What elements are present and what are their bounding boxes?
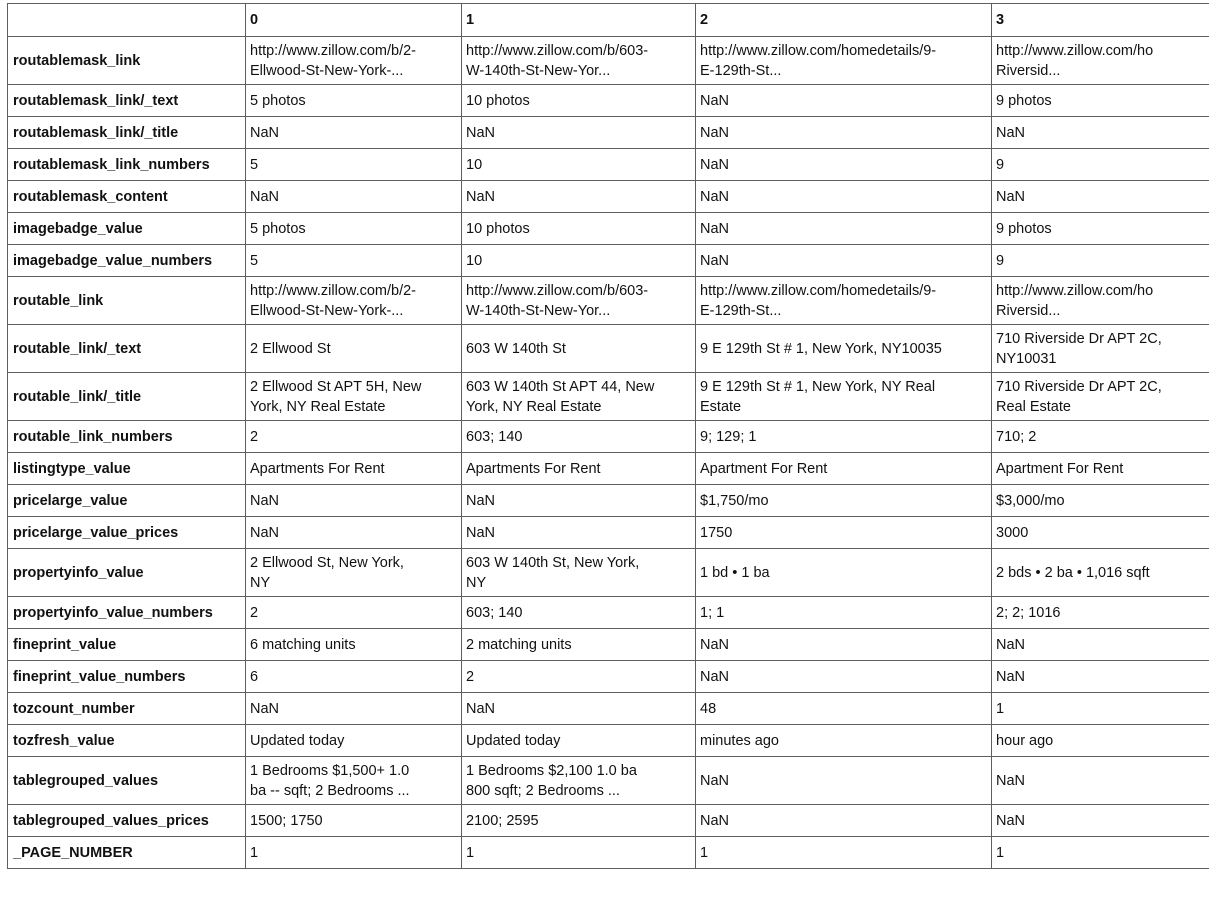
table-cell: 5 photos [246, 213, 462, 245]
table-cell: hour ago [992, 725, 1209, 757]
row-label: listingtype_value [8, 453, 246, 485]
cell-line: http://www.zillow.com/homedetails/9- [700, 282, 937, 299]
cell-line: 2 bds • 2 ba • 1,016 sqft [996, 564, 1150, 581]
table-cell: 603; 140 [462, 421, 696, 453]
table-cell: NaN [696, 149, 992, 181]
table-cell: 5 [246, 149, 462, 181]
table-cell [992, 549, 1209, 597]
table-cell [992, 277, 1209, 325]
cell-line: 9 E 129th St # 1, New York, NY Real [700, 378, 936, 395]
column-header: 0 [246, 4, 462, 37]
table-row [8, 373, 1209, 421]
table-cell: 3000 [992, 517, 1209, 549]
table-cell [246, 549, 462, 597]
table-cell [696, 373, 992, 421]
cell-line: NaN [700, 772, 730, 789]
table-cell [462, 277, 696, 325]
table-row [8, 597, 1209, 629]
cell-line: 2 Ellwood St, New York, [250, 554, 404, 571]
table-cell: 1500; 1750 [246, 805, 462, 837]
table-cell: NaN [696, 181, 992, 213]
table-row [8, 757, 1209, 805]
table-cell [992, 37, 1209, 85]
row-label: tablegrouped_values [8, 757, 246, 805]
column-header: 1 [462, 4, 696, 37]
cell-line: Real Estate [996, 398, 1071, 415]
cell-line: http://www.zillow.com/homedetails/9- [700, 42, 937, 59]
table-cell [696, 757, 992, 805]
table-cell: NaN [992, 805, 1209, 837]
table-row [8, 277, 1209, 325]
corner-cell [8, 4, 246, 37]
cell-line: E-129th-St... [700, 62, 782, 79]
table-cell: $3,000/mo [992, 485, 1209, 517]
table-cell: NaN [462, 485, 696, 517]
table-cell: Updated today [246, 725, 462, 757]
table-cell: NaN [696, 117, 992, 149]
table-row [8, 245, 1209, 277]
table-cell: NaN [992, 661, 1209, 693]
cell-line: 1 Bedrooms $2,100 1.0 ba [466, 762, 637, 779]
table-cell: 5 photos [246, 85, 462, 117]
row-label: tozfresh_value [8, 725, 246, 757]
table-cell: 1 [696, 837, 992, 869]
table-body [8, 37, 1209, 869]
cell-line: http://www.zillow.com/b/603- [466, 42, 649, 59]
table-cell: Updated today [462, 725, 696, 757]
table-cell: 10 [462, 149, 696, 181]
table-row [8, 629, 1209, 661]
cell-line: http://www.zillow.com/ho [996, 282, 1154, 299]
cell-line: Ellwood-St-New-York-... [250, 302, 404, 319]
table-cell: NaN [696, 85, 992, 117]
cell-line: 1 Bedrooms $1,500+ 1.0 [250, 762, 410, 779]
table-row [8, 485, 1209, 517]
cell-line: 2 Ellwood St [250, 340, 331, 357]
table-row [8, 117, 1209, 149]
cell-line: 2 Ellwood St APT 5H, New [250, 378, 422, 395]
table-row [8, 181, 1209, 213]
cell-line: NY10031 [996, 350, 1057, 367]
table-cell: NaN [462, 693, 696, 725]
table-cell: 6 [246, 661, 462, 693]
row-label: pricelarge_value_prices [8, 517, 246, 549]
table-cell: Apartments For Rent [462, 453, 696, 485]
cell-line: 710 Riverside Dr APT 2C, [996, 330, 1162, 347]
table-cell [246, 757, 462, 805]
table-cell [462, 325, 696, 373]
table-cell: NaN [462, 517, 696, 549]
table-cell: NaN [992, 181, 1209, 213]
table-row [8, 37, 1209, 85]
table-cell: 9 photos [992, 85, 1209, 117]
table-row [8, 453, 1209, 485]
table-cell: 2 matching units [462, 629, 696, 661]
table-cell: NaN [696, 213, 992, 245]
table-cell [462, 373, 696, 421]
table-cell: Apartment For Rent [696, 453, 992, 485]
cell-line: W-140th-St-New-Yor... [466, 302, 611, 319]
cell-line: NY [250, 574, 271, 591]
table-cell [696, 37, 992, 85]
table-cell [246, 37, 462, 85]
cell-line: York, NY Real Estate [250, 398, 386, 415]
table-cell: 6 matching units [246, 629, 462, 661]
cell-line: http://www.zillow.com/b/2- [250, 282, 416, 299]
table-row [8, 549, 1209, 597]
table-cell: 2 [246, 597, 462, 629]
table-cell: 1 [246, 837, 462, 869]
dataframe-table [7, 3, 1209, 869]
cell-line: Ellwood-St-New-York-... [250, 62, 404, 79]
cell-line: W-140th-St-New-Yor... [466, 62, 611, 79]
table-cell: 2100; 2595 [462, 805, 696, 837]
table-cell: NaN [696, 245, 992, 277]
table-cell: NaN [462, 181, 696, 213]
table-cell: 2 [246, 421, 462, 453]
table-cell [246, 373, 462, 421]
table-cell: 5 [246, 245, 462, 277]
table-cell: 1 [462, 837, 696, 869]
table-row [8, 517, 1209, 549]
table-cell: NaN [992, 629, 1209, 661]
row-label: routablemask_link [8, 37, 246, 85]
table-cell: 9 photos [992, 213, 1209, 245]
table-header [8, 4, 1209, 37]
table-cell: NaN [246, 117, 462, 149]
column-header: 2 [696, 4, 992, 37]
cell-line: E-129th-St... [700, 302, 782, 319]
header-row [8, 4, 1209, 37]
table-cell: 1 [992, 837, 1209, 869]
table-cell [696, 325, 992, 373]
table-row [8, 85, 1209, 117]
table-cell: 1; 1 [696, 597, 992, 629]
cell-line: York, NY Real Estate [466, 398, 602, 415]
table-cell: 603; 140 [462, 597, 696, 629]
table-row [8, 837, 1209, 869]
table-cell [462, 549, 696, 597]
table-row [8, 805, 1209, 837]
table-cell: 10 photos [462, 85, 696, 117]
row-label: fineprint_value_numbers [8, 661, 246, 693]
cell-line: NaN [996, 772, 1026, 789]
table-cell: NaN [696, 661, 992, 693]
table-cell [992, 373, 1209, 421]
table-cell: NaN [992, 117, 1209, 149]
row-label: routablemask_content [8, 181, 246, 213]
table-cell: 2 [462, 661, 696, 693]
table-cell: 9; 129; 1 [696, 421, 992, 453]
table-cell: 48 [696, 693, 992, 725]
row-label: routablemask_link_numbers [8, 149, 246, 181]
cell-line: NY [466, 574, 487, 591]
table-row [8, 725, 1209, 757]
row-label: tablegrouped_values_prices [8, 805, 246, 837]
column-header: 3 [992, 4, 1209, 37]
table-cell: 710; 2 [992, 421, 1209, 453]
cell-line: http://www.zillow.com/b/603- [466, 282, 649, 299]
table-cell: Apartment For Rent [992, 453, 1209, 485]
table-cell: NaN [246, 517, 462, 549]
cell-line: 9 E 129th St # 1, New York, NY10035 [700, 340, 942, 357]
row-label: routablemask_link/_text [8, 85, 246, 117]
table-cell [246, 277, 462, 325]
row-label: routable_link/_text [8, 325, 246, 373]
cell-line: 710 Riverside Dr APT 2C, [996, 378, 1162, 395]
table-cell: NaN [246, 181, 462, 213]
row-label: routable_link [8, 277, 246, 325]
cell-line: http://www.zillow.com/b/2- [250, 42, 416, 59]
table-cell: NaN [246, 693, 462, 725]
table-cell: 9 [992, 149, 1209, 181]
row-label: tozcount_number [8, 693, 246, 725]
row-label: fineprint_value [8, 629, 246, 661]
cell-line: 800 sqft; 2 Bedrooms ... [466, 782, 620, 799]
table-cell: Apartments For Rent [246, 453, 462, 485]
cell-line: Estate [700, 398, 742, 415]
table-cell: NaN [696, 805, 992, 837]
table-cell [992, 325, 1209, 373]
row-label: imagebadge_value [8, 213, 246, 245]
cell-line: ba -- sqft; 2 Bedrooms ... [250, 782, 410, 799]
table-cell: 1750 [696, 517, 992, 549]
table-cell [462, 37, 696, 85]
cell-line: 603 W 140th St, New York, [466, 554, 640, 571]
row-label: _PAGE_NUMBER [8, 837, 246, 869]
table-row [8, 325, 1209, 373]
row-label: pricelarge_value [8, 485, 246, 517]
table-cell [462, 757, 696, 805]
table-row [8, 661, 1209, 693]
cell-line: 603 W 140th St APT 44, New [466, 378, 655, 395]
table-cell: NaN [462, 117, 696, 149]
table-cell [246, 325, 462, 373]
table-cell: NaN [696, 629, 992, 661]
table-cell: 10 photos [462, 213, 696, 245]
row-label: imagebadge_value_numbers [8, 245, 246, 277]
table-cell [696, 549, 992, 597]
cell-line: 1 bd • 1 ba [700, 564, 770, 581]
table-row [8, 149, 1209, 181]
table-cell: minutes ago [696, 725, 992, 757]
table-cell: 10 [462, 245, 696, 277]
table-row [8, 693, 1209, 725]
row-label: propertyinfo_value_numbers [8, 597, 246, 629]
table-cell: 1 [992, 693, 1209, 725]
cell-line: Riversid... [996, 62, 1061, 79]
cell-line: Riversid... [996, 302, 1061, 319]
table-cell [992, 757, 1209, 805]
table-cell [696, 277, 992, 325]
row-label: routable_link_numbers [8, 421, 246, 453]
row-label: propertyinfo_value [8, 549, 246, 597]
table-cell: 9 [992, 245, 1209, 277]
cell-line: http://www.zillow.com/ho [996, 42, 1154, 59]
table-cell: 2; 2; 1016 [992, 597, 1209, 629]
table-cell: NaN [246, 485, 462, 517]
table-cell: $1,750/mo [696, 485, 992, 517]
table-row [8, 421, 1209, 453]
row-label: routable_link/_title [8, 373, 246, 421]
row-label: routablemask_link/_title [8, 117, 246, 149]
table-row [8, 213, 1209, 245]
cell-line: 603 W 140th St [466, 340, 566, 357]
